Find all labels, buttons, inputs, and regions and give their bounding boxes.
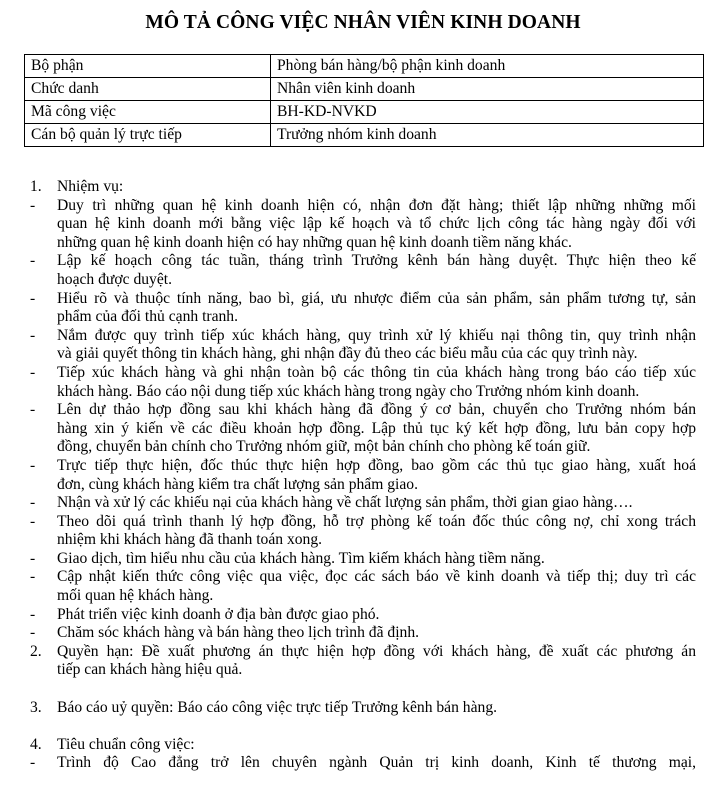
info-value: BH-KD-NVKD xyxy=(271,101,704,124)
list-marker: 2. xyxy=(30,642,42,660)
list-marker: - xyxy=(30,754,36,772)
info-row xyxy=(25,78,704,101)
list-item-line xyxy=(0,364,726,383)
list-marker: 3. xyxy=(30,698,42,716)
line-text: nhiệm khi khách hàng đã thanh toán xong. xyxy=(57,531,323,549)
job-description-body xyxy=(0,178,726,773)
info-row xyxy=(25,101,704,124)
list-item-line xyxy=(0,754,726,773)
line-text: phẩm của đối thủ cạnh tranh. xyxy=(57,308,239,326)
line-text: Quyền hạn: Đề xuất phương án thực hiện hợp đồng với khách hàng, đề xuất các phương án xyxy=(57,642,696,660)
spacer xyxy=(0,717,726,736)
section-heading xyxy=(0,178,726,197)
list-item-line xyxy=(0,513,726,532)
list-marker: - xyxy=(30,605,36,623)
info-label: Mã công việc xyxy=(25,101,271,124)
list-item-line xyxy=(0,476,726,495)
info-label: Cán bộ quản lý trực tiếp xyxy=(25,124,271,147)
line-text: đồng, chuyển bản chính cho Trưởng nhóm giữ, một bản chính cho phòng kế toán giữ. xyxy=(57,438,591,456)
list-item-line xyxy=(0,420,726,439)
line-text: Cập nhật kiến thức công việc qua việc, đọc các sách báo về kinh doanh và tiếp thị; duy trì các xyxy=(57,568,696,586)
info-label: Chức danh xyxy=(25,78,271,101)
line-text: Nhận và xử lý các khiếu nại của khách hàng về chất lượng sản phẩm, thời gian giao hàng…. xyxy=(57,494,633,512)
list-marker: - xyxy=(30,456,36,474)
list-item-line xyxy=(0,290,726,309)
list-item-line xyxy=(0,624,726,643)
section-line xyxy=(0,699,726,718)
list-marker: 1. xyxy=(30,178,42,195)
line-text: Tiếp xúc khách hàng và ghi nhận toàn bộ các thông tin của khách hàng trong báo cáo tiếp xúc xyxy=(57,363,696,381)
line-text: đơn, cùng khách hàng kiểm tra chất lượng sản phẩm giao. xyxy=(57,475,418,493)
line-text: mối quan hệ khách hàng. xyxy=(57,587,214,605)
section-line xyxy=(0,643,726,662)
list-marker: - xyxy=(30,512,36,530)
list-marker: - xyxy=(30,568,36,586)
line-text: hàng xin ý kiến về các điều khoản hợp đồng. Lập thủ tục ký kết hợp đồng, lưu bản copy hợp xyxy=(57,419,696,437)
list-marker: - xyxy=(30,401,36,419)
list-marker: - xyxy=(30,494,36,512)
list-marker: - xyxy=(30,363,36,381)
line-text: tiếp can khách hàng hiệu quả. xyxy=(57,661,243,679)
line-text: Giao dịch, tìm hiểu nhu cầu của khách hàng. Tìm kiếm khách hàng tiềm năng. xyxy=(57,549,545,567)
line-text: Trực tiếp thực hiện, đốc thúc thực hiện hợp đồng, bao gồm các thủ tục giao hàng, xuất hoá xyxy=(57,456,696,474)
job-info-table xyxy=(24,54,704,147)
list-item-line xyxy=(0,197,726,216)
list-item-line xyxy=(0,271,726,290)
line-text: Phát triển việc kinh doanh ở địa bàn được giao phó. xyxy=(57,605,380,623)
list-marker: - xyxy=(30,549,36,567)
document-title: MÔ TẢ CÔNG VIỆC NHÂN VIÊN KINH DOANH xyxy=(145,12,581,33)
list-marker: - xyxy=(30,326,36,344)
spacer xyxy=(0,680,726,699)
info-value: Nhân viên kinh doanh xyxy=(271,78,704,101)
list-item-line xyxy=(0,606,726,625)
info-label: Bộ phận xyxy=(25,55,271,78)
line-text: Lên dự thảo hợp đồng sau khi khách hàng đã đồng ý cơ bản, chuyển cho Trưởng nhóm bán xyxy=(57,401,696,419)
line-text: Nắm được quy trình tiếp xúc khách hàng, quy trình xử lý khiếu nại thông tin, quy trình nhận xyxy=(57,326,696,344)
list-item-line xyxy=(0,327,726,346)
list-marker: - xyxy=(30,289,36,307)
line-text: Duy trì những quan hệ kinh doanh hiện có, nhận đơn đặt hàng; thiết lập những những mối xyxy=(57,196,696,214)
line-text: và giải quyết thông tin khách hàng, ghi nhận đầy đủ theo các biểu mẫu của các quy trình này. xyxy=(57,345,638,363)
line-text: Tiêu chuẩn công việc: xyxy=(57,735,195,753)
line-text: Theo dõi quá trình thanh lý hợp đồng, hỗ trợ phòng kế toán đốc thúc công nợ, chỉ xong trách xyxy=(57,512,696,530)
line-text: Hiểu rõ và thuộc tính năng, bao bì, giá, ưu nhược điểm của sản phẩm, sản phẩm tương tự, sản xyxy=(57,289,696,307)
line-text: những quan hệ kinh doanh hiện có hay những quan hệ kinh doanh tiềm năng khác. xyxy=(57,233,572,251)
section-heading xyxy=(0,736,726,755)
list-item-line xyxy=(0,345,726,364)
list-item-line xyxy=(0,234,726,253)
line-text: quan hệ kinh doanh mới bằng việc lập kế hoạch và tổ chức lịch công tác hàng ngày đối với xyxy=(57,215,696,233)
list-marker: - xyxy=(30,624,36,642)
list-item-line xyxy=(0,383,726,402)
line-text: Chăm sóc khách hàng và bán hàng theo lịch trình đã định. xyxy=(57,624,420,642)
list-item-line xyxy=(0,531,726,550)
line-text: hoạch được duyệt. xyxy=(57,270,172,288)
list-item-line xyxy=(0,457,726,476)
list-item-line xyxy=(0,587,726,606)
list-item-line xyxy=(0,494,726,513)
info-value: Trưởng nhóm kinh doanh xyxy=(271,124,704,147)
line-text: Trình độ Cao đẳng trở lên chuyên ngành Quản trị kinh doanh, Kinh tế thương mại, xyxy=(57,754,696,772)
section-line xyxy=(0,661,726,680)
info-row xyxy=(25,55,704,78)
list-marker: - xyxy=(30,252,36,270)
line-text: Nhiệm vụ: xyxy=(57,178,124,195)
list-item-line xyxy=(0,550,726,569)
list-item-line xyxy=(0,568,726,587)
line-text: Báo cáo uỷ quyền: Báo cáo công việc trực tiếp Trưởng kênh bán hàng. xyxy=(57,698,498,716)
list-marker: 4. xyxy=(30,735,42,753)
list-item-line xyxy=(0,401,726,420)
line-text: Lập kế hoạch công tác tuần, tháng trình Trưởng kênh bán hàng duyệt. Thực hiện theo kế xyxy=(57,252,696,270)
line-text: khách hàng. Báo cáo nội dung tiếp xúc khách hàng trong ngày cho Trưởng nhóm kinh doanh. xyxy=(57,382,640,400)
list-item-line xyxy=(0,215,726,234)
info-row xyxy=(25,124,704,147)
info-value: Phòng bán hàng/bộ phận kinh doanh xyxy=(271,55,704,78)
list-item-line xyxy=(0,438,726,457)
list-item-line xyxy=(0,252,726,271)
list-marker: - xyxy=(30,196,36,214)
list-item-line xyxy=(0,308,726,327)
